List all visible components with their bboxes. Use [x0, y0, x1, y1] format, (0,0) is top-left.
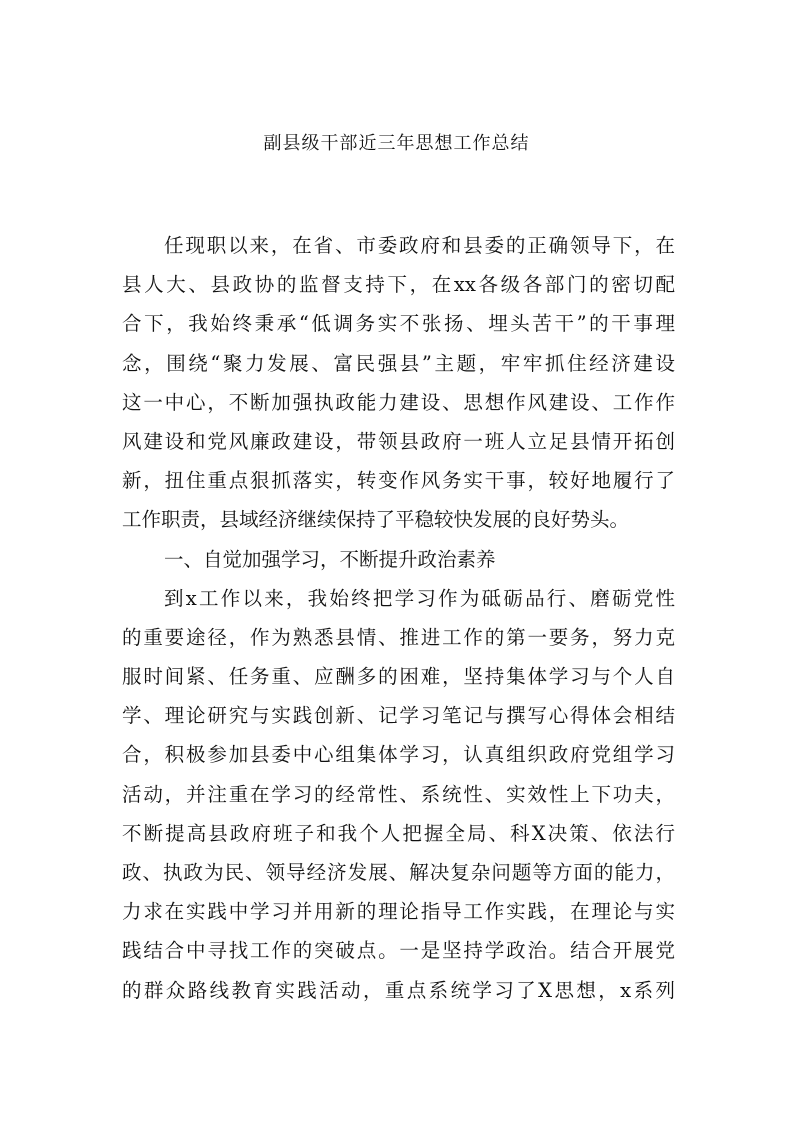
- paragraph-line: 的群众路线教育实践活动，重点系统学习了X思想，x系列: [122, 978, 675, 1002]
- paragraph-line: 风建设和党风廉政建设，带领县政府一班人立足县情开拓创: [122, 429, 675, 453]
- paragraph-line: 念，围绕“聚力发展、富民强县”主题，牢牢抓住经济建设: [122, 351, 675, 375]
- paragraph-line: 合下，我始终秉承“低调务实不张扬、埋头苦干”的干事理: [122, 312, 675, 336]
- paragraph-line: 到x工作以来，我始终把学习作为砥砺品行、磨砺党性: [164, 586, 675, 610]
- paragraph-line: 力求在实践中学习并用新的理论指导工作实践，在理论与实: [122, 900, 675, 924]
- paragraph-line: 这一中心，不断加强执政能力建设、思想作风建设、工作作: [122, 390, 675, 414]
- document-body: [122, 226, 675, 1010]
- paragraph-line: 的重要途径，作为熟悉县情、推进工作的第一要务，努力克: [122, 625, 675, 649]
- paragraph-line: 践结合中寻找工作的突破点。一是坚持学政治。结合开展党: [122, 939, 675, 963]
- paragraph-line: 服时间紧、任务重、应酬多的困难，坚持集体学习与个人自: [122, 665, 675, 689]
- document-title: 副县级干部近三年思想工作总结: [263, 133, 530, 154]
- paragraph-line: 合，积极参加县委中心组集体学习，认真组织政府党组学习: [122, 743, 675, 767]
- paragraph-line: 任现职以来，在省、市委政府和县委的正确领导下，在: [164, 234, 675, 257]
- paragraph-line: 活动，并注重在学习的经常性、系统性、实效性上下功夫，: [122, 782, 675, 806]
- paragraph-line: 工作职责，县域经济继续保持了平稳较快发展的良好势头。: [122, 508, 630, 532]
- section-heading: 一、自觉加强学习，不断提升政治素养: [164, 547, 496, 571]
- paragraph-line: 县人大、县政协的监督支持下，在xx各级各部门的密切配: [122, 273, 675, 297]
- paragraph-line: 新，扭住重点狠抓落实，转变作风务实干事，较好地履行了: [122, 469, 675, 493]
- paragraph-line: 学、理论研究与实践创新、记学习笔记与撰写心得体会相结: [122, 704, 675, 728]
- paragraph-line: 不断提高县政府班子和我个人把握全局、科X决策、依法行: [122, 821, 675, 845]
- paragraph-line: 政、执政为民、领导经济发展、解决复杂问题等方面的能力，: [122, 861, 675, 884]
